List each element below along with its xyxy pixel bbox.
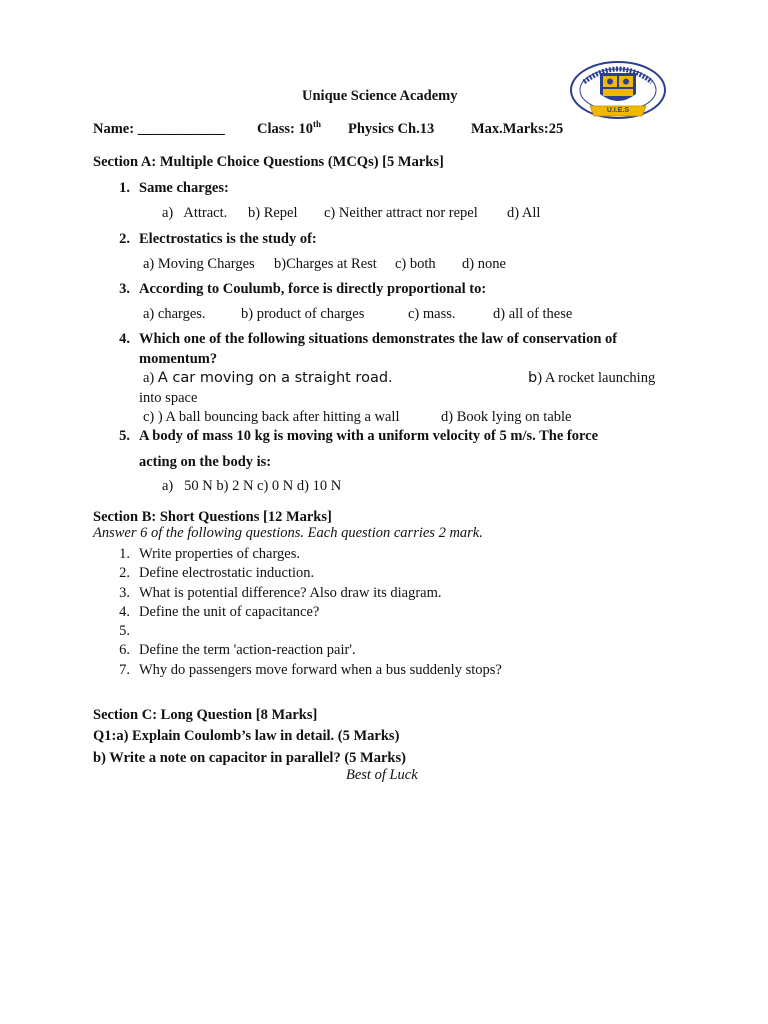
option-a-text: A car moving on a straight road. [157,370,393,386]
mcq-4-option-a: a) A car moving on a straight road. [143,370,393,386]
section-a-title: Section A: Multiple Choice Questions (MCQs) [5 Marks] [93,154,444,170]
class-label [257,121,321,138]
mcq-4-line2: momentum? [139,351,218,367]
mcq-3-option-c: c) mass. [408,306,456,322]
question-text: According to Coulumb, force is directly proportional to: [139,281,487,297]
max-marks: Max.Marks:25 [471,121,564,137]
mcq-1-option-b: b) Repel [248,205,298,221]
question-number: 3. [119,281,130,297]
closing-note: Best of Luck [346,767,418,783]
list-item: 3. What is potential difference? Also draw its diagram. [119,584,442,601]
mcq-5-options: a) 50 N b) 2 N c) 0 N d) 10 N [162,478,342,494]
list-item: 2. Define electrostatic induction. [119,565,315,582]
subject-label: Physics Ch.13 [348,121,435,137]
logo-ribbon-text: U.I.E.S [606,107,630,114]
long-question-b: b) Write a note on capacitor in parallel? (5 Marks) [93,750,406,766]
mcq-2-option-a: a) Moving Charges [143,256,255,272]
question-number: 4. [119,331,130,347]
section-b-title: Section B: Short Questions [12 Marks] [93,509,332,525]
class-text: Class: 10 [257,121,313,137]
mcq-3-option-b: b) product of charges [241,306,365,322]
mcq-4-option-b-cont: into space [139,390,198,406]
section-b-list [108,545,502,680]
mcq-2-option-b: b)Charges at Rest [274,256,377,272]
mcq-3-option-a: a) charges. [143,306,206,322]
mcq-4-option-c: c) ) A ball bouncing back after hitting a wall [143,409,400,425]
mcq-5 [108,428,598,445]
mcq-1 [108,180,229,197]
section-b-instruction: Answer 6 of the following questions. Each question carries 2 mark. [93,525,483,541]
mcq-2-option-d: d) none [462,256,506,272]
mcq-5-line2: acting on the body is: [139,454,272,470]
mcq-2 [108,231,317,248]
list-item: 7. Why do passengers move forward when a bus suddenly stops? [119,661,502,678]
school-logo [566,60,670,126]
class-suffix: th [313,119,322,130]
section-c-title: Section C: Long Question [8 Marks] [93,707,318,723]
mcq-2-option-c: c) both [395,256,436,272]
academy-title: Unique Science Academy [302,88,458,104]
mcq-1-option-c: c) Neither attract nor repel [324,205,478,221]
question-number: 2. [119,231,130,247]
mcq-3-option-d: d) all of these [493,306,573,322]
mcq-4-option-b: b) A rocket launching [528,370,656,386]
mcq-4-option-d: d) Book lying on table [441,409,572,425]
mcq-1-option-d: d) All [507,205,541,221]
list-item: 4. Define the unit of capacitance? [119,603,320,620]
name-field: Name: ____________ [93,121,225,137]
question-text: Which one of the following situations demonstrates the law of conservation of [139,331,618,347]
mcq-4 [108,331,617,348]
question-number: 5. [119,428,130,444]
question-number: 1. [119,180,130,196]
question-text: Electrostatics is the study of: [139,231,317,247]
long-question-a: Q1:a) Explain Coulomb’s law in detail. (5 Marks) [93,728,400,744]
mcq-3 [108,281,486,298]
list-item: 5. [119,623,130,640]
list-item: 1. Write properties of charges. [119,546,301,562]
list-item: 6. Define the term 'action-reaction pair'. [119,642,356,659]
question-text: A body of mass 10 kg is moving with a uniform velocity of 5 m/s. The force [139,428,599,444]
question-text: Same charges: [139,180,229,196]
mcq-1-option-a: a) Attract. [162,205,228,221]
